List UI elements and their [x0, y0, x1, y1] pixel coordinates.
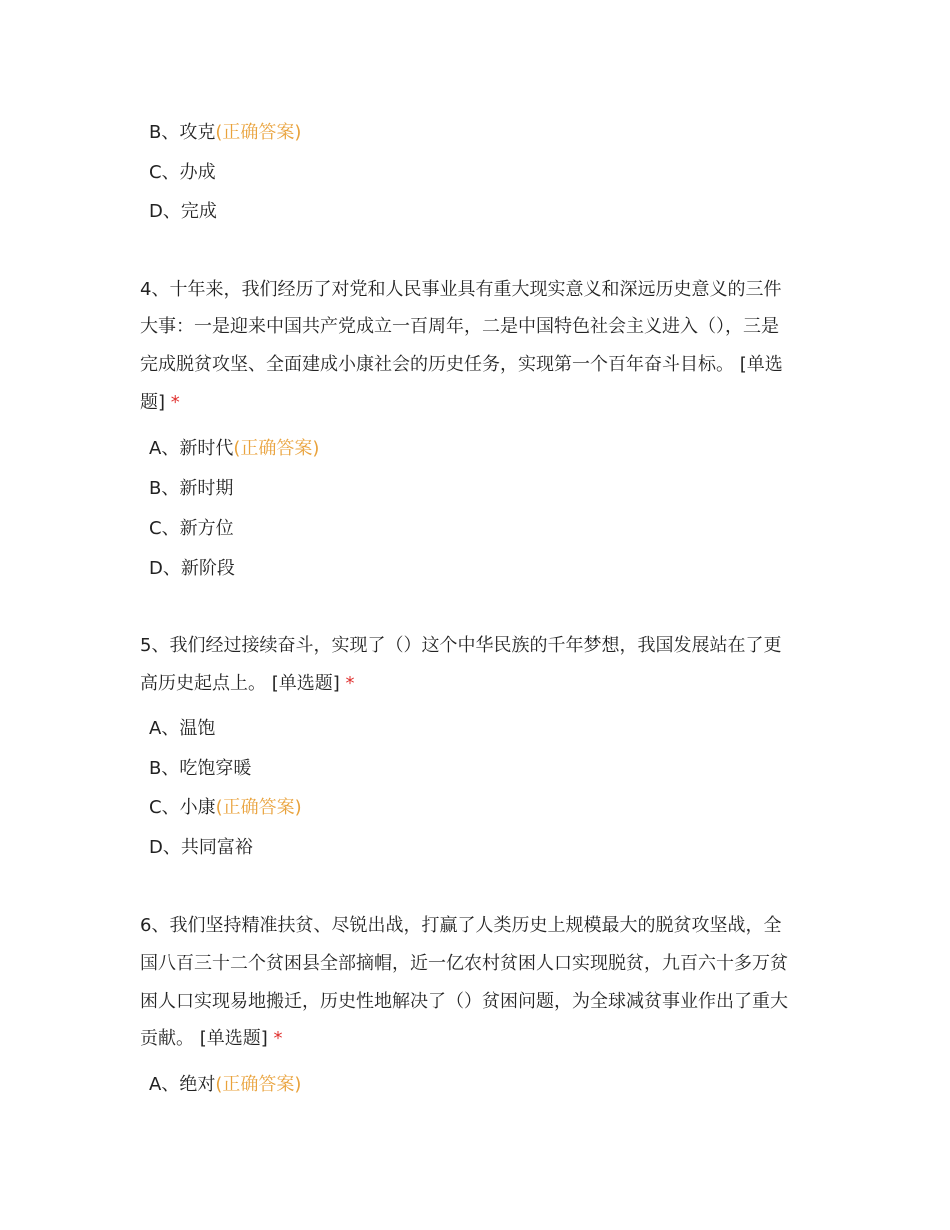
- question-text: 贡献。 [单选题]: [140, 1028, 268, 1049]
- option-label: A、温饱: [149, 718, 216, 739]
- q6-option-a: [149, 1066, 301, 1104]
- q6-text-line: 困人口实现易地搬迁，历史性地解决了（）贫困问题，为全球减贫事业作出了重大: [140, 991, 788, 1012]
- correct-answer-tag: (正确答案): [215, 1074, 302, 1095]
- option-label: B、攻克: [149, 122, 216, 143]
- option-label: D、共同富裕: [149, 837, 253, 858]
- required-mark: *: [170, 392, 180, 413]
- q4-text-line: 大事：一是迎来中国共产党成立一百周年，二是中国特色社会主义进入（），三是: [140, 316, 779, 337]
- q4-text-line: 完成脱贫攻坚、全面建成小康社会的历史任务，实现第一个百年奋斗目标。 [单选: [140, 354, 783, 375]
- q6-text-line: [140, 1020, 283, 1058]
- question-text: 高历史起点上。 [单选题]: [140, 673, 340, 694]
- option-label: C、新方位: [149, 518, 234, 539]
- q5-text-line: 5、我们经过接续奋斗，实现了（）这个中华民族的千年梦想，我国发展站在了更: [140, 635, 782, 656]
- q5-option-d: [149, 829, 253, 867]
- correct-answer-tag: (正确答案): [233, 438, 320, 459]
- option-label: C、办成: [149, 162, 216, 183]
- q4-option-d: [149, 550, 235, 588]
- option-label: D、新阶段: [149, 558, 235, 579]
- q4-text-line: [140, 384, 180, 422]
- q6-text-line: 6、我们坚持精准扶贫、尽锐出战，打赢了人类历史上规模最大的脱贫攻坚战，全: [140, 915, 782, 936]
- option-label: B、新时期: [149, 478, 234, 499]
- correct-answer-tag: (正确答案): [215, 122, 302, 143]
- q3-option-c: [149, 154, 216, 192]
- option-label: D、完成: [149, 201, 217, 222]
- q4-text-line: 4、十年来，我们经历了对党和人民事业具有重大现实意义和深远历史意义的三件: [140, 279, 782, 300]
- q3-option-d: [149, 193, 217, 231]
- option-label: B、吃饱穿暖: [149, 758, 252, 779]
- option-label: C、小康: [149, 797, 216, 818]
- q5-option-c: [149, 789, 302, 827]
- question-text: 题]: [140, 392, 166, 413]
- option-label: A、新时代: [149, 438, 234, 459]
- option-label: A、绝对: [149, 1074, 216, 1095]
- q4-option-b: [149, 470, 233, 508]
- q5-option-a: [149, 710, 215, 748]
- q4-option-a: [149, 430, 319, 468]
- q4-option-c: [149, 510, 234, 548]
- q5-text-line: [140, 665, 355, 703]
- q3-option-b: [149, 114, 301, 152]
- required-mark: *: [345, 673, 355, 694]
- q5-option-b: [149, 750, 251, 788]
- correct-answer-tag: (正确答案): [215, 797, 302, 818]
- required-mark: *: [273, 1028, 283, 1049]
- q6-text-line: 国八百三十二个贫困县全部摘帽，近一亿农村贫困人口实现脱贫，九百六十多万贫: [140, 953, 788, 974]
